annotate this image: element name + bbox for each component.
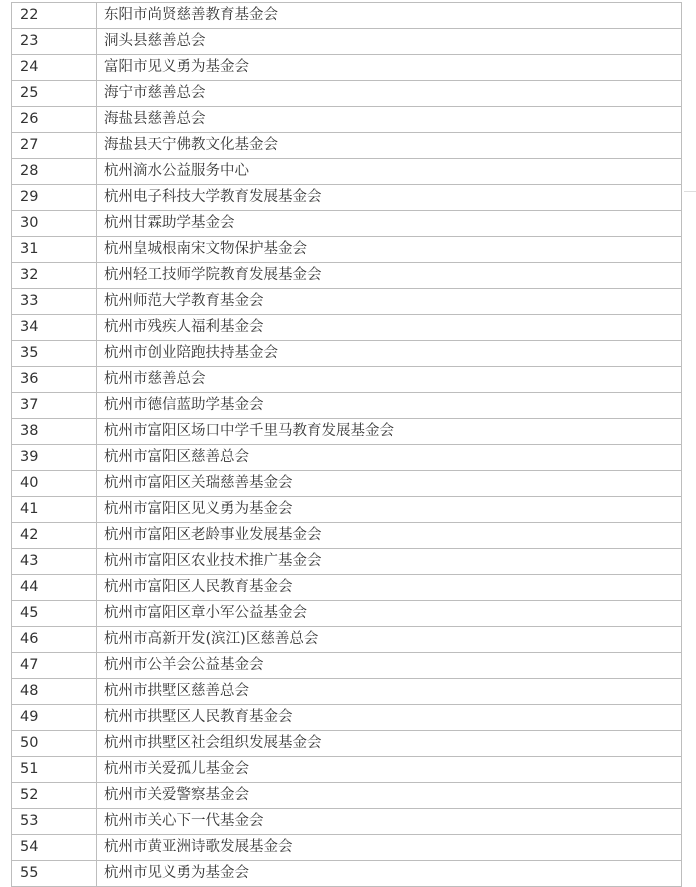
- organization-name-cell: 杭州滴水公益服务中心: [97, 159, 682, 185]
- row-number-cell: 32: [12, 263, 97, 289]
- table-body: [12, 3, 682, 887]
- table-row: [12, 757, 682, 783]
- row-number-cell: 22: [12, 3, 97, 29]
- table-row: [12, 107, 682, 133]
- organization-name-cell: 杭州市公羊会公益基金会: [97, 653, 682, 679]
- row-number-cell: 45: [12, 601, 97, 627]
- row-number-cell: 53: [12, 809, 97, 835]
- row-number-cell: 43: [12, 549, 97, 575]
- organization-name-cell: 杭州市拱墅区人民教育基金会: [97, 705, 682, 731]
- organization-name-cell: 杭州市富阳区关瑞慈善基金会: [97, 471, 682, 497]
- foundation-list-table: [11, 2, 682, 887]
- row-number-cell: 38: [12, 419, 97, 445]
- row-number-cell: 46: [12, 627, 97, 653]
- table-row: [12, 211, 682, 237]
- organization-name-cell: 杭州市高新开发(滨江)区慈善总会: [97, 627, 682, 653]
- table-row: [12, 653, 682, 679]
- table-row: [12, 627, 682, 653]
- organization-name-cell: 杭州电子科技大学教育发展基金会: [97, 185, 682, 211]
- table-row: [12, 263, 682, 289]
- table-row: [12, 861, 682, 887]
- row-number-cell: 24: [12, 55, 97, 81]
- table-row: [12, 185, 682, 211]
- organization-name-cell: 杭州师范大学教育基金会: [97, 289, 682, 315]
- row-number-cell: 51: [12, 757, 97, 783]
- row-number-cell: 47: [12, 653, 97, 679]
- organization-name-cell: 杭州市黄亚洲诗歌发展基金会: [97, 835, 682, 861]
- organization-name-cell: 杭州市慈善总会: [97, 367, 682, 393]
- row-number-cell: 49: [12, 705, 97, 731]
- table-row: [12, 29, 682, 55]
- row-number-cell: 36: [12, 367, 97, 393]
- organization-name-cell: 杭州市残疾人福利基金会: [97, 315, 682, 341]
- organization-name-cell: 洞头县慈善总会: [97, 29, 682, 55]
- row-number-cell: 54: [12, 835, 97, 861]
- row-number-cell: 37: [12, 393, 97, 419]
- organization-name-cell: 海宁市慈善总会: [97, 81, 682, 107]
- organization-name-cell: 杭州市富阳区人民教育基金会: [97, 575, 682, 601]
- table-row: [12, 237, 682, 263]
- organization-name-cell: 杭州市富阳区章小军公益基金会: [97, 601, 682, 627]
- row-number-cell: 48: [12, 679, 97, 705]
- row-number-cell: 26: [12, 107, 97, 133]
- edge-divider: [684, 191, 696, 192]
- organization-name-cell: 杭州市富阳区见义勇为基金会: [97, 497, 682, 523]
- row-number-cell: 42: [12, 523, 97, 549]
- organization-name-cell: 杭州市德信蓝助学基金会: [97, 393, 682, 419]
- organization-name-cell: 杭州市创业陪跑扶持基金会: [97, 341, 682, 367]
- organization-name-cell: 杭州市关爱孤儿基金会: [97, 757, 682, 783]
- table-row: [12, 133, 682, 159]
- table-row: [12, 835, 682, 861]
- table-row: [12, 497, 682, 523]
- table-row: [12, 81, 682, 107]
- organization-name-cell: 杭州皇城根南宋文物保护基金会: [97, 237, 682, 263]
- row-number-cell: 33: [12, 289, 97, 315]
- row-number-cell: 28: [12, 159, 97, 185]
- table-row: [12, 55, 682, 81]
- row-number-cell: 30: [12, 211, 97, 237]
- organization-name-cell: 杭州市见义勇为基金会: [97, 861, 682, 887]
- table-row: [12, 679, 682, 705]
- organization-name-cell: 杭州轻工技师学院教育发展基金会: [97, 263, 682, 289]
- table-row: [12, 341, 682, 367]
- row-number-cell: 52: [12, 783, 97, 809]
- organization-name-cell: 杭州市富阳区农业技术推广基金会: [97, 549, 682, 575]
- table-row: [12, 783, 682, 809]
- table-row: [12, 575, 682, 601]
- row-number-cell: 31: [12, 237, 97, 263]
- table-row: [12, 419, 682, 445]
- table-row: [12, 159, 682, 185]
- row-number-cell: 34: [12, 315, 97, 341]
- table-row: [12, 523, 682, 549]
- row-number-cell: 39: [12, 445, 97, 471]
- foundation-list-table-wrapper: [11, 2, 682, 887]
- organization-name-cell: 东阳市尚贤慈善教育基金会: [97, 3, 682, 29]
- row-number-cell: 29: [12, 185, 97, 211]
- table-row: [12, 809, 682, 835]
- table-row: [12, 705, 682, 731]
- row-number-cell: 55: [12, 861, 97, 887]
- table-row: [12, 3, 682, 29]
- organization-name-cell: 富阳市见义勇为基金会: [97, 55, 682, 81]
- organization-name-cell: 杭州市关心下一代基金会: [97, 809, 682, 835]
- row-number-cell: 40: [12, 471, 97, 497]
- row-number-cell: 50: [12, 731, 97, 757]
- organization-name-cell: 杭州市富阳区慈善总会: [97, 445, 682, 471]
- row-number-cell: 27: [12, 133, 97, 159]
- row-number-cell: 23: [12, 29, 97, 55]
- table-row: [12, 471, 682, 497]
- table-row: [12, 393, 682, 419]
- row-number-cell: 25: [12, 81, 97, 107]
- organization-name-cell: 杭州市拱墅区社会组织发展基金会: [97, 731, 682, 757]
- organization-name-cell: 杭州市富阳区老龄事业发展基金会: [97, 523, 682, 549]
- table-row: [12, 445, 682, 471]
- table-row: [12, 731, 682, 757]
- table-row: [12, 289, 682, 315]
- organization-name-cell: 海盐县慈善总会: [97, 107, 682, 133]
- row-number-cell: 35: [12, 341, 97, 367]
- table-row: [12, 367, 682, 393]
- table-row: [12, 549, 682, 575]
- organization-name-cell: 杭州市拱墅区慈善总会: [97, 679, 682, 705]
- organization-name-cell: 杭州甘霖助学基金会: [97, 211, 682, 237]
- table-row: [12, 315, 682, 341]
- organization-name-cell: 海盐县天宁佛教文化基金会: [97, 133, 682, 159]
- organization-name-cell: 杭州市关爱警察基金会: [97, 783, 682, 809]
- row-number-cell: 44: [12, 575, 97, 601]
- organization-name-cell: 杭州市富阳区场口中学千里马教育发展基金会: [97, 419, 682, 445]
- table-row: [12, 601, 682, 627]
- row-number-cell: 41: [12, 497, 97, 523]
